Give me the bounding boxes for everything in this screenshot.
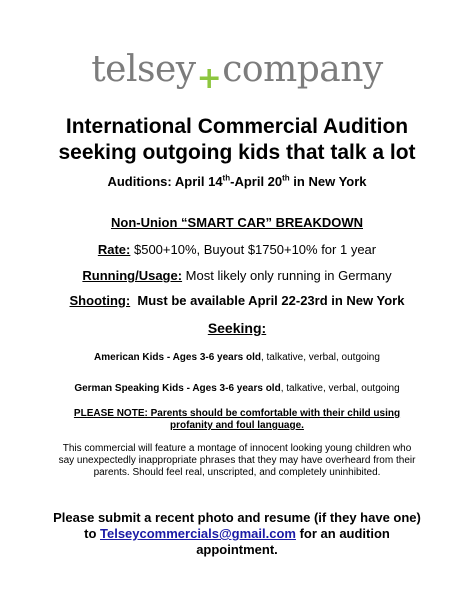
submission-instructions xyxy=(0,510,474,558)
title-line-1: International Commercial Audition xyxy=(65,115,409,138)
german-kids-line xyxy=(0,383,474,394)
german-kids-bold: German Speaking Kids - Ages 3-6 years old xyxy=(74,383,281,394)
auditions-sup-2: th xyxy=(282,173,290,183)
auditions-sup-1: th xyxy=(222,173,231,183)
running-usage-line xyxy=(0,268,474,283)
rate-value: $500+10%, Buyout $1750+10% for 1 year xyxy=(130,242,377,257)
running-value: Most likely only running in Germany xyxy=(182,268,392,283)
american-kids-bold: American Kids - Ages 3-6 years old xyxy=(94,352,261,363)
auditions-middle: -April 20 xyxy=(230,174,283,189)
page-title xyxy=(0,114,474,166)
running-label: Running/Usage: xyxy=(82,268,183,283)
submit-to: to xyxy=(84,526,100,541)
german-kids-rest: , talkative, verbal, outgoing xyxy=(280,383,400,394)
rate-line xyxy=(0,242,474,257)
logo-word-company: company xyxy=(222,49,383,90)
description-line-3: parents. Should feel real, unscripted, and completely uninhibited. xyxy=(93,467,381,478)
note-line-1: PLEASE NOTE: Parents should be comfortable with their child using xyxy=(73,408,401,419)
company-logo xyxy=(0,49,474,96)
shooting-line xyxy=(0,293,474,308)
rate-label: Rate: xyxy=(97,242,131,257)
breakdown-heading: Non-Union “SMART CAR” BREAKDOWN xyxy=(110,215,364,230)
submit-line-3: appointment. xyxy=(196,542,278,557)
american-kids-rest: , talkative, verbal, outgoing xyxy=(260,352,380,363)
seeking-heading: Seeking: xyxy=(207,320,267,336)
commercial-description xyxy=(0,443,474,479)
shooting-label: Shooting: xyxy=(69,293,131,308)
description-line-1: This commercial will feature a montage of innocent looking young children who xyxy=(62,443,412,454)
parent-note xyxy=(0,408,474,432)
auditions-prefix: Auditions: April 14 xyxy=(107,174,223,189)
shooting-value: Must be available April 22-23rd in New York xyxy=(130,293,405,308)
description-line-2: say unexpectedly inappropriate phrases that they may have overheard from their xyxy=(58,455,416,466)
submit-after: for an audition xyxy=(295,526,390,541)
auditions-suffix: in New York xyxy=(289,174,367,189)
email-link[interactable]: Telseycommercials@gmail.com xyxy=(100,526,296,541)
american-kids-line xyxy=(0,352,474,363)
submit-line-2 xyxy=(0,526,474,542)
submit-line-1: Please submit a recent photo and resume (if they have one) xyxy=(53,510,421,525)
title-line-2: seeking outgoing kids that talk a lot xyxy=(58,141,416,164)
logo-plus-icon: + xyxy=(196,61,222,96)
auditions-dates xyxy=(0,174,474,189)
logo-word-telsey: telsey xyxy=(91,49,196,90)
note-line-2: profanity and foul language. xyxy=(170,420,304,431)
